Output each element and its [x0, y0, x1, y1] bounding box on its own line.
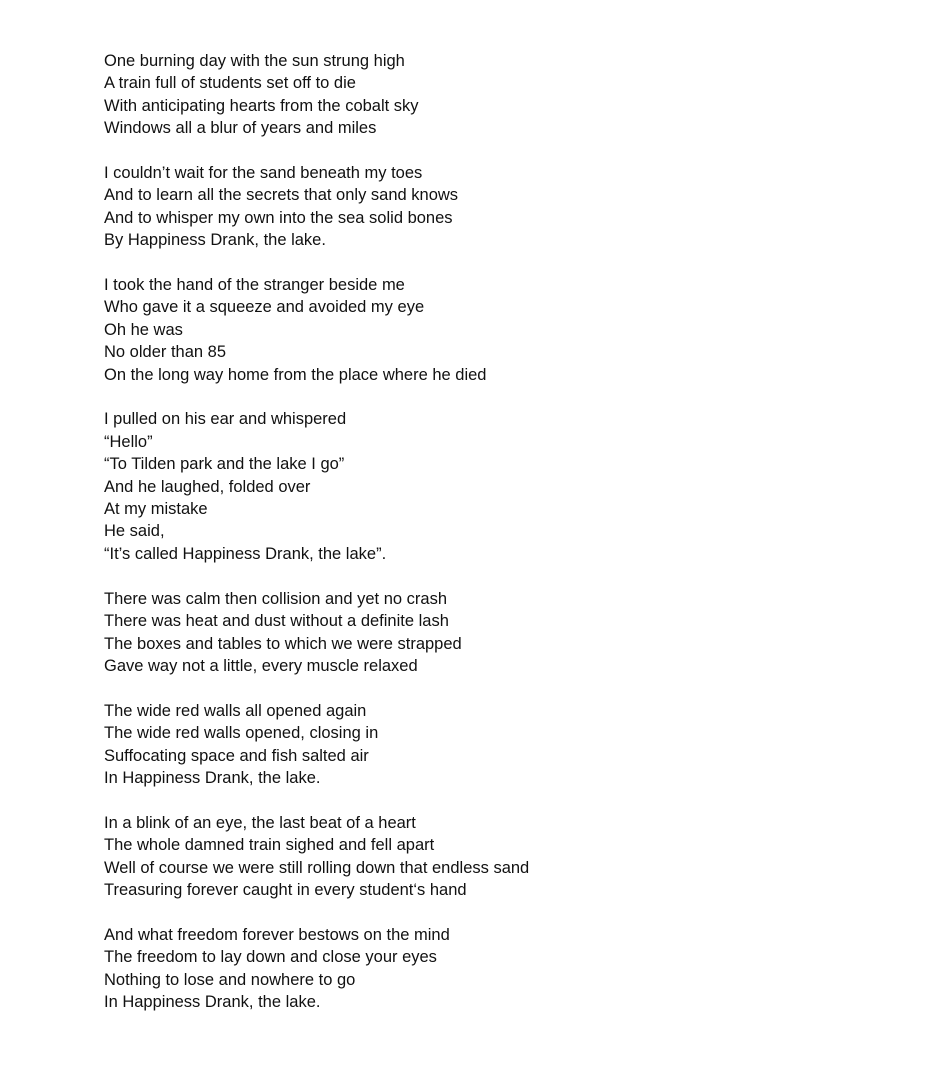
poem-line: “To Tilden park and the lake I go” — [104, 455, 345, 474]
poem-line: Well of course we were still rolling down that endless sand — [104, 858, 530, 877]
poem-line: Treasuring forever caught in every student‘s hand — [104, 880, 467, 899]
poem-stanza — [104, 408, 904, 565]
poem-stanza — [104, 588, 904, 678]
poem-line: The whole damned train sighed and fell apart — [104, 836, 435, 855]
poem-line: With anticipating hearts from the cobalt sky — [104, 96, 419, 115]
poem-line: In Happiness Drank, the lake. — [104, 768, 321, 787]
poem-stanza — [104, 700, 904, 790]
poem-line: By Happiness Drank, the lake. — [104, 231, 326, 250]
poem-line: No older than 85 — [104, 343, 227, 362]
poem-line: Suffocating space and fish salted air — [104, 746, 369, 765]
poem-line: One burning day with the sun strung high — [104, 52, 405, 70]
poem-line: The freedom to lay down and close your eyes — [104, 948, 437, 967]
poem-stanza — [104, 924, 904, 1014]
poem-line: Windows all a blur of years and miles — [104, 119, 377, 138]
poem-line: And to learn all the secrets that only sand knows — [104, 186, 459, 205]
poem-stanza — [104, 812, 904, 902]
poem-line: Nothing to lose and nowhere to go — [104, 970, 356, 989]
poem-line: And he laughed, folded over — [104, 477, 311, 496]
poem-line: I pulled on his ear and whispered — [104, 410, 347, 429]
poem-line: He said, — [104, 522, 165, 541]
poem-line: In Happiness Drank, the lake. — [104, 992, 321, 1011]
poem-line: Oh he was — [104, 320, 183, 339]
poem-line: At my mistake — [104, 500, 208, 519]
poem-line: There was calm then collision and yet no crash — [104, 589, 448, 608]
poem-line: And to whisper my own into the sea solid bones — [104, 208, 453, 227]
poem-line: I couldn’t wait for the sand beneath my toes — [104, 164, 423, 183]
poem-line: Who gave it a squeeze and avoided my eye — [104, 298, 425, 317]
poem-line: A train full of students set off to die — [104, 74, 356, 93]
poem-line: I took the hand of the stranger beside me — [104, 276, 405, 295]
poem-line: The wide red walls all opened again — [104, 701, 367, 720]
poem-page — [104, 50, 904, 1036]
poem-stanza — [104, 274, 904, 386]
poem-stanza — [104, 50, 904, 140]
poem-line: There was heat and dust without a definite lash — [104, 612, 449, 631]
poem-line: Gave way not a little, every muscle relaxed — [104, 656, 418, 675]
poem-line: The wide red walls opened, closing in — [104, 724, 379, 743]
poem-line: On the long way home from the place where he died — [104, 365, 487, 384]
poem-line: “It’s called Happiness Drank, the lake”. — [104, 544, 387, 563]
poem-line: In a blink of an eye, the last beat of a heart — [104, 813, 416, 832]
poem-stanza — [104, 162, 904, 252]
poem-line: The boxes and tables to which we were strapped — [104, 634, 462, 653]
poem-line: And what freedom forever bestows on the mind — [104, 925, 450, 944]
poem-line: “Hello” — [104, 432, 153, 451]
